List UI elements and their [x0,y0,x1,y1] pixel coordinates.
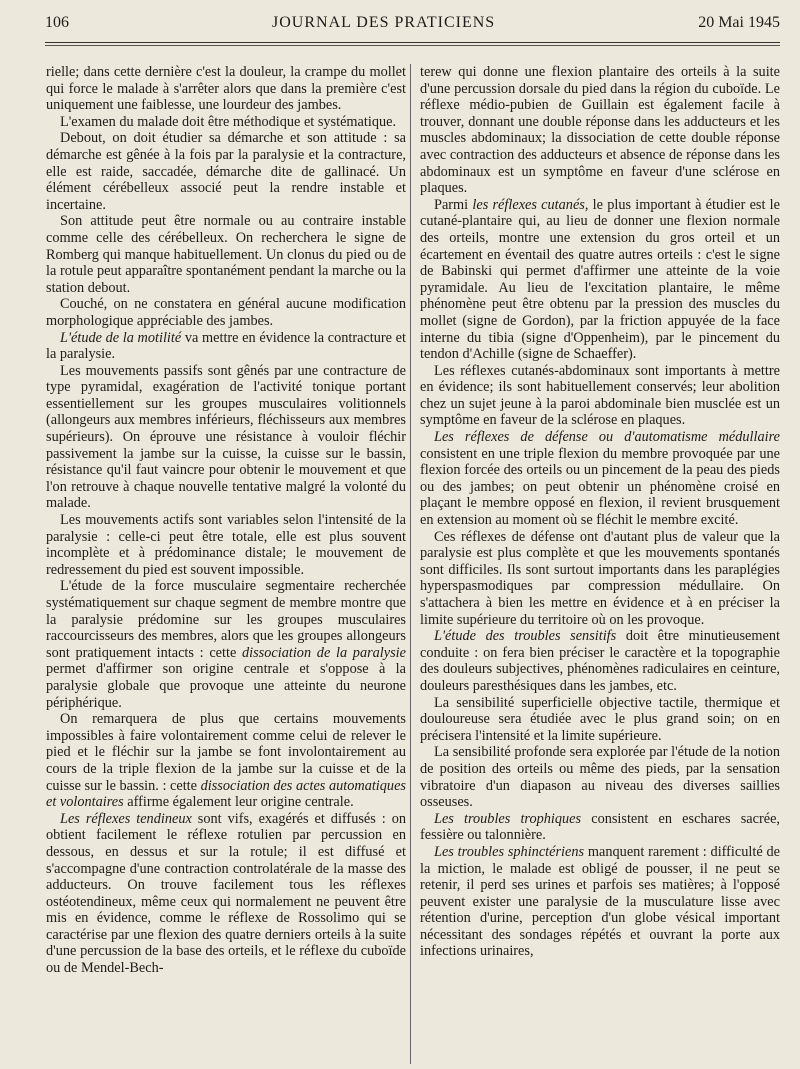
paragraph [420,64,780,197]
paragraph-text: Son attitude peut être normale ou au contraire instable comme celle des cérébelleux. On recherchera le signe de Romberg qui manque habituellement. Un clonus du pied ou de la rotule peut apparaître spontanément pendant la marche ou la station debout. [46,213,406,296]
paragraph-text: On remarquera de plus que certains mouvements impossibles à faire volontairement comme celui de relever le pied et le fléchir sur la jambe se font involontairement au cours de la triple flexion de la jambe sur la cuisse et de la cuisse sur le bassin. : cette [46,711,406,794]
left-column [46,64,406,977]
paragraph-italic-lead: L'étude de la motilité [60,329,182,346]
paragraph [420,695,780,745]
paragraph [46,213,406,296]
paragraph [46,711,406,811]
paragraph [46,330,406,363]
paragraph [420,844,780,960]
paragraph-text: , le plus important à étudier est le cutané-plantaire qui, au lieu de donner une flexion normale des orteils, montre une extension du gros orteil et un écartement en éventail des quatre autres orteils : c'est le signe de Babinski qui permet d'affirmer une atteinte de la voie pyramidale. Au lieu de l'excitation plantaire, le même phénomène peut être obtenu par la pression des muscles du mollet (signe de Gordon), par la friction appuyée de la face interne du tibia (signe d'Oppenheim), par le pincement du tendon d'Achille (signe de Schaeffer). [420,196,780,363]
page-number: 106 [45,14,69,31]
paragraph [46,64,406,114]
paragraph [46,363,406,512]
paragraph [420,811,780,844]
paragraph-italic-lead: Les réflexes tendineux [60,810,192,827]
paragraph-italic-inline: dissociation de la paralysie [242,644,407,661]
paragraph [46,114,406,131]
header-rule-thin [45,45,780,46]
paragraph [46,578,406,711]
paragraph-text: terew qui donne une flexion plantaire des orteils à la suite d'une percussion dorsale du pied dans la région du cuboïde. Le réflexe médio-pubien de Guillain est également facile à trouver, donnant une double réponse dans les adducteurs et les muscles abdominaux; la dissociation de cette double réponse avec contraction des adducteurs et absence de réponse dans les abdominaux est un symptôme en faveur d'une sclérose en plaques. [420,64,780,197]
paragraph [420,363,780,429]
paragraph-italic-inline: dissociation des actes automatiques et volontaires [46,777,406,811]
paragraph-text: Les mouvements actifs sont variables selon l'intensité de la paralysie : celle-ci peut être totale, elle est plus souvent incomplète et à prédominance distale; le mouvement de redressement du pied est souvent impossible. [46,512,406,578]
paragraph [420,628,780,694]
paragraph-text: consistent en une triple flexion du membre provoquée par une flexion forcée des orteils ou un pincement de la peau des pieds ou des jambes; on peut obtenir un phénomène croisé en plaçant le membre opposé en flexion, il revient brusquement en extension au moment où se fléchit le membre excité. [420,445,780,529]
paragraph-text: rielle; dans cette dernière c'est la douleur, la crampe du mollet qui force le malade à s'arrêter alors que dans la première c'est uniquement une faiblesse, une lourdeur des jambes. [46,64,406,114]
paragraph-text: manquent rarement : difficulté de la miction, le malade est obligé de pousser, il ne peut se retenir, il perd ses urines et parfois ses matières; à l'opposé peuvent exister une paralysie de la musculature lisse avec rétention d'urine, perception d'un globe vésical important nécessitant des sondages répétés et ouvrant la porte aux infections urinaires, [420,843,780,960]
column-divider [410,64,411,1064]
paragraph-italic-lead: Les réflexes de défense ou d'automatisme médullaire [434,429,780,446]
paragraph-text: L'examen du malade doit être méthodique et systématique. [60,113,397,130]
paragraph [420,197,780,363]
paragraph-text: va mettre en évidence la contracture et la paralysie. [46,329,406,363]
header-rule [45,42,780,43]
paragraph-text: Les réflexes cutanés-abdominaux sont importants à mettre en évidence; ils sont habituellement conservés; leur abolition chez un sujet jeune à la paroi abdominale bien musclée est un symptôme en faveur de la sclérose en plaques. [420,362,780,429]
paragraph-text: La sensibilité superficielle objective tactile, thermique et douloureuse sera étudiée avec le plus grand soin; on en précisera l'intensité et la limite supérieure. [420,694,780,744]
paragraph-text: affirme également leur origine centrale. [123,794,354,811]
page-header [45,14,780,40]
paragraph-text: doit être minutieusement conduite : on fera bien préciser le caractère et la topographie des douleurs subjectives, phénomènes radiculaires en ceinture, douleurs paresthésiques dans les jambes, etc. [420,628,780,694]
journal-title: JOURNAL DES PRATICIENS [272,14,496,31]
paragraph-italic-inline: les réflexes cutanés [472,196,585,213]
paragraph [46,130,406,213]
paragraph [46,512,406,578]
paragraph [46,296,406,329]
paragraph-text: Ces réflexes de défense ont d'autant plus de valeur que la paralysie est plus complète et que les mouvements spontanés sont difficiles. Ils sont surtout importants dans les paraplégies hyperspasmodiques par compression médullaire. On s'attachera à bien les mettre en évidence et à en préciser la limite supérieure du territoire où on les provoque. [420,528,780,628]
paragraph [420,429,780,529]
paragraph-italic-lead: L'étude des troubles sensitifs [434,628,617,645]
issue-date: 20 Mai 1945 [698,14,780,31]
paragraph-text: Couché, on ne constatera en général aucune modification morphologique appréciable des jambes. [46,296,406,329]
paragraph-text: Les mouvements passifs sont gênés par une contracture de type pyramidal, exagération de l'activité tonique portant essentiellement sur les groupes musculaires volitionnels (allongeurs aux membres inférieurs, fléchisseurs aux membres supérieurs). On éprouve une résistance à vouloir fléchir passivement la jambe sur la cuisse, la cuisse sur le bassin, résistance qu'il faut vaincre pour obtenir le mouvement et que l'on retrouve à chaque nouvelle tentative malgré la volonté du malade. [46,362,406,512]
paragraph [46,811,406,977]
paragraph [420,744,780,810]
paragraph-italic-lead: Les troubles trophiques [434,810,582,827]
paragraph-text: consistent en eschares sacrée, fessière ou talonnière. [420,810,780,844]
paragraph-text: L'étude de la force musculaire segmentaire recherchée systématiquement sur chaque segment de membre montre que la paralysie prédomine sur les groupes musculaires raccourcisseurs des membres, alors que les groupes allongeurs sont pratiquement intacts : cette [46,578,406,661]
paragraph-text: Debout, on doit étudier sa démarche et son attitude : sa démarche est gênée à la fois par la paralysie et la contracture, elle est raide, saccadée, démarche dite de gallinacé. Un élément cérébelleux associé peut la rendre instable et incertaine. [46,130,406,213]
right-column [420,64,780,960]
paragraph-text: permet d'affirmer son origine centrale et s'oppose à la paralysie globale que provoque une atteinte du neurone périphérique. [46,661,406,711]
paragraph-text: sont vifs, exagérés et diffusés : on obtient facilement le réflexe rotulien par percussion en dessous, en dessus et sur la rotule; il est diffusé et s'accompagne d'une contraction controlatérale de la masse des adducteurs. On trouve facilement tous les réflexes ostéotendineux, même ceux qui normalement ne peuvent être mis en évidence, comme le réflexe de Rossolimo qui se caractérise par une flexion des quatre derniers orteils à la suite d'une percussion de la base des orteils, et le réflexe du cuboïde ou de Mendel-Bech- [46,810,407,977]
paragraph [420,529,780,629]
paragraph-text: Parmi [434,196,473,213]
paragraph-italic-lead: Les troubles sphinctériens [434,843,585,860]
paragraph-text: La sensibilité profonde sera explorée par l'étude de la notion de position des orteils ou même des pieds, par la sensation vibratoire d'un diapason au niveau des diverses saillies osseuses. [420,744,780,811]
